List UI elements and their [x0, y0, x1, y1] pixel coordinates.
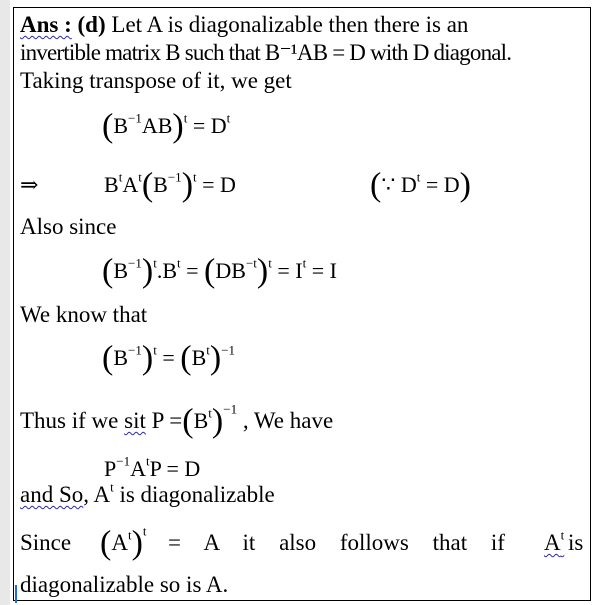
thus-line	[20, 401, 334, 440]
last-line-text: diagonalizable so is A.	[20, 572, 229, 597]
thus-sit-text: sit	[124, 408, 146, 433]
answer-text-2: invertible matrix B such that B⁻¹AB = D with D diagonal.	[20, 40, 512, 65]
since-rest-text: = A it also follows that if	[168, 530, 505, 555]
also-since-line	[20, 214, 116, 240]
since-expression: $(A^t)^t$	[100, 523, 147, 562]
equation-4: $(B^{-1})^t = (B^t)^{-1}$	[102, 339, 236, 377]
equation-1: $(B^{-1}AB)^t = D^t$	[102, 107, 231, 145]
since-text: Since	[20, 530, 72, 555]
answer-line-1	[20, 12, 468, 38]
and-so-rest-text: , $A^t$ is diagonalizable	[83, 479, 275, 507]
thus-p-equals: P =	[151, 408, 183, 433]
and-so-line	[20, 479, 275, 508]
answer-line-2	[20, 40, 511, 66]
thus-p-value: $(B^t)^{-1}$	[182, 401, 238, 440]
equation-5: $P^{-1}A^tP = D$	[104, 453, 201, 481]
last-line	[20, 572, 228, 598]
we-know-line	[20, 302, 147, 328]
we-know-text: We know that	[20, 302, 148, 327]
answer-option: (d)	[77, 12, 106, 37]
answer-label: Ans :	[20, 12, 72, 37]
thus-text: Thus if we	[20, 408, 119, 433]
since-is-text: is	[568, 530, 584, 555]
we-have-text: , We have	[242, 408, 334, 433]
answer-line-3	[20, 68, 292, 94]
answer-text-3: Taking transpose of it, we get	[20, 68, 292, 93]
left-margin-strip	[0, 0, 10, 605]
implies-symbol: ⇒	[20, 172, 39, 197]
equation-3: $(B^{-1})^t.B^t = (DB^{-t})^t = I^t = I$	[102, 252, 337, 290]
answer-text-1: Let A is diagonalizable then there is an	[111, 12, 469, 37]
text-cursor	[15, 585, 17, 603]
equation-2-reason: (∵ $D^t = D$)	[370, 166, 471, 204]
since-at-text: $A^t$	[544, 527, 565, 555]
and-so-text: and So	[20, 482, 84, 507]
also-since-text: Also since	[20, 214, 117, 239]
equation-2: $B^tA^t(B^{-1})^t = D$	[104, 166, 236, 204]
